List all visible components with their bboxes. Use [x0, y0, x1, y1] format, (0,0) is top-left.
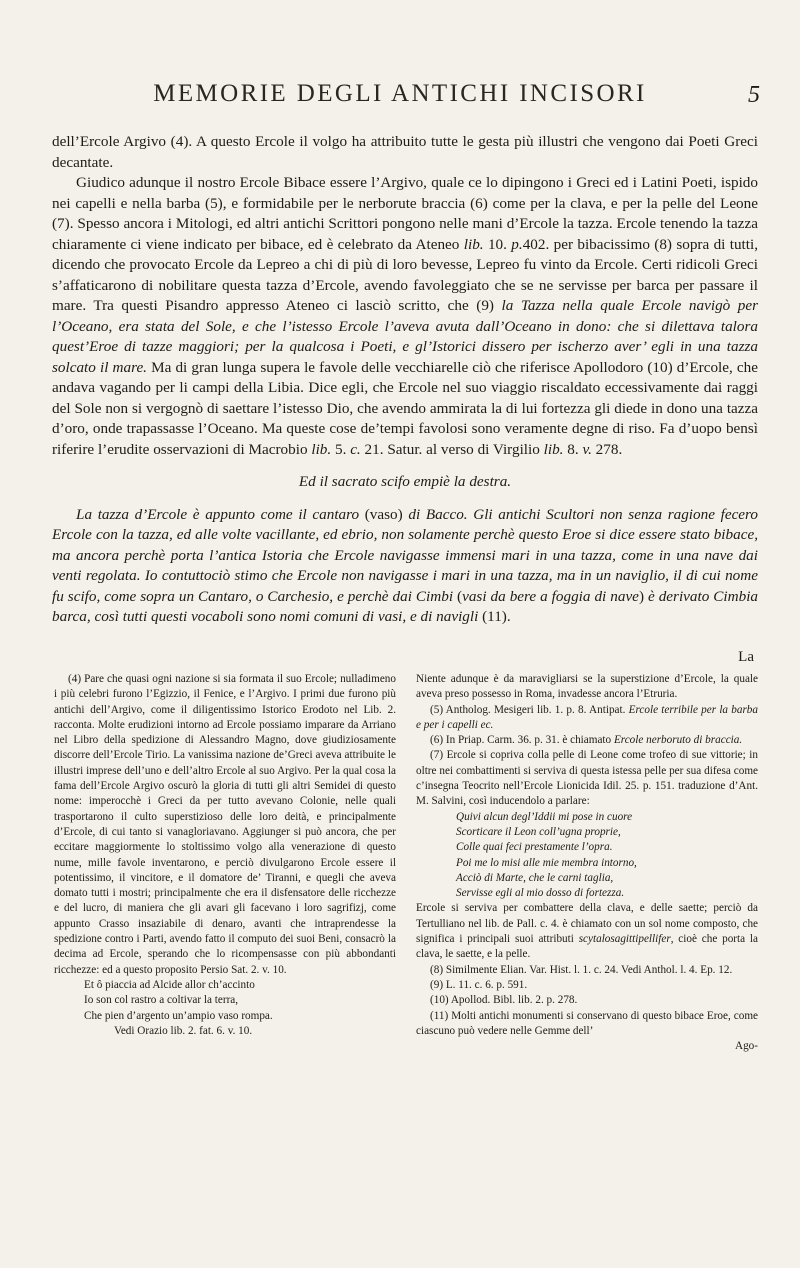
p2-quote: la Tazza nella quale Ercole navigò per l’Oceano, era stata del Sole, e che l’istesso Ercole l’aveva avuta dall’Oceano in dono: che si dilettava talora quest’Eroe di tazze maggiori; per la qualcosa i Poeti, e gl’Istorici dissero per ischerzo aver’ egli in una tazza solcato il mare.: [52, 297, 759, 376]
footnotes: [54, 672, 758, 1054]
fn7-cont-end: , cioè che porta la clava, le saette, e la pelle.: [416, 933, 759, 961]
p3-text-e: vasi da bere a foggia di nave: [462, 587, 639, 605]
fn7-cont-term: scytalosagittipellifer: [578, 933, 671, 946]
page-number: 5: [748, 82, 760, 108]
footnote-8: (8) Similmente Elian. Var. Hist. l. 1. c. 24. Vedi Anthol. l. 4. Ep. 12.: [430, 963, 733, 976]
p3-text-h: (11).: [482, 608, 511, 625]
footnote-6: [416, 733, 758, 748]
p2-text-c: 402. per bibacissimo (8) sopra di tutti, dicendo che provocato Ercole da Lepreo a chi di più di loro bevesse, Lepreo fu vinto da Ercole. Certi ridicoli Greci s’affaticarono di nobilitare questa tazza d’Ercole, avendo favoleggiato che se ne servisse per barca per passare il mare. Tra questi Pisandro appresso Ateneo ci lasciò scritto, che (9): [52, 235, 759, 314]
fn6-text: (6) In Priap. Carm. 36. p. 31. è chiamato: [430, 734, 612, 747]
footnote-10: (10) Apollod. Bibl. lib. 2. p. 278.: [430, 994, 578, 1007]
p2-ref-lib-2: lib.: [311, 440, 332, 458]
p2-ref-v: v.: [582, 440, 592, 458]
p3-text-c: di Bacco. Gli antichi Scultori non senza ragione fecero Ercole con la tazza, ed alle volte vacillante, ed ebrio, non solamente perchè questo Eroe si dice essere stato bibace, ma ancora perchè porta l’antica Istoria che Ercole navigasse immensi mari in una tazza, come in una nave dai venti regolata. Io contuttociò stimo che Ercole non navigasse i mari in una tazza, ma in un naviglio, il di cui nome fu scifo, come sopra un Cantaro, o Carchesio, e perchè dai Cimbi: [52, 505, 758, 605]
footnotes-left-column: [54, 672, 396, 1054]
main-text: [52, 132, 758, 628]
p2-text-f: 21. Satur. al verso di Virgilio: [364, 440, 540, 458]
poem-line: Quivi alcun degl’Iddii mi pose in cuore: [456, 810, 633, 823]
fn6-quote: Ercole nerboruto di braccia.: [613, 734, 743, 747]
paragraph-1: [52, 132, 758, 173]
p2-text-b: 10.: [487, 235, 507, 253]
running-head: MEMORIE DEGLI ANTICHI INCISORI: [153, 80, 647, 107]
p2-ref-lib-3: lib.: [543, 440, 564, 458]
p3-text-a: La tazza d’Ercole è appunto come il cantaro: [76, 505, 360, 523]
footnote-7-continued: [416, 901, 758, 962]
paragraph-3: [52, 505, 758, 628]
p2-ref-c: c.: [350, 440, 361, 458]
poem-line: Colle quai feci prestamente l’opra.: [456, 841, 613, 854]
poem-reference: Vedi Orazio lib. 2. fat. 6. v. 10.: [114, 1024, 253, 1037]
poem-line: Io son col rastro a coltivar la terra,: [84, 994, 239, 1007]
p2-text-e: 5.: [335, 440, 347, 458]
poem-line: Scorticare il Leon coll’ugna proprie,: [456, 825, 621, 838]
p3-paren-close: ): [638, 587, 644, 605]
p2-text-d: Ma di gran lunga supera le favole delle vecchiarelle ciò che riferisce Apollodoro (10) d’Ercole, che andava vagando per li campi della Libia. Dice egli, che Ercole nel suo viaggio riscaldato eccessivamente dai raggi del Sole non si vergognò di saettare l’istesso Dio, che avendo ammirata la di lui fortezza gli diede in dono una tazza d’oro, onde trapassasse l’Oceano. Ma queste cose de’tempi favolosi sono veramente degne di riso. Fa d’uopo bensì riferire l’erudite osservazioni di Macrobio: [52, 358, 759, 458]
poem-line: Poi me lo misi alle mie membra intorno,: [456, 856, 637, 869]
fn7-cont-text: Ercole si serviva per combattere della clava, e delle saette; perciò da Tertulliano nel lib. de Pall. c. 4. è chiamato con un sol nome composto, che significa i principali suoi attributi: [416, 902, 758, 946]
fn5-quote: Ercole terribile per la barba e per i capelli ec.: [416, 703, 758, 731]
p2-text-g: 8.: [567, 440, 579, 458]
p2-text-h: 278.: [595, 440, 623, 458]
p2-ref-p: p.: [511, 235, 523, 253]
catchword: La: [738, 649, 754, 665]
poem-line: Acciò di Marte, che le carni taglia,: [456, 871, 614, 884]
footnote-7: (7) Ercole si copriva colla pelle di Leone come trofeo di sue vittorie; in oltre nei combattimenti si serviva di questa istessa pelle per sua difesa come c’insegna Teocrito nell’Ercole Lionicida Idil. 25. p. 151. traduzione d’Ant. M. Salvini, così inducendolo a parlare:: [416, 749, 758, 808]
poem-line: Et ô piaccia ad Alcide allor ch’accinto: [84, 978, 255, 991]
p3-paren-open: (: [457, 587, 463, 605]
p2-text-a: Giudico adunque il nostro Ercole Bibace essere l’Argivo, quale ce lo dipingono i Greci ed i Latini Poeti, ispido nei capelli e nella barba (5), e formidabile per le nerborute braccia (6) come per la clava, e per la pelle del Leone (7). Spesso ancora i Mitologi, ed altri antichi Scrittori pongono nelle mani d’Ercole la tazza. Ercole tenendo la tazza chiaramente ci viene indicato per bibace, ed è celebrato da Ateneo: [52, 174, 758, 253]
footnotes-right-column: [416, 672, 758, 1054]
p2-ref-lib: lib.: [463, 235, 484, 253]
poem-line: Che pien d’argento un’ampio vaso rompa.: [84, 1009, 273, 1022]
page-header: [40, 80, 760, 114]
footnote-5: [416, 703, 758, 734]
paragraph-1-text: dell’Ercole Argivo (4). A questo Ercole il volgo ha attribuito tutte le gesta più illustri che vengono dai Poeti Greci decantate.: [52, 133, 758, 171]
fn5-text: (5) Antholog. Mesigeri lib. 1. p. 8. Antipat.: [430, 703, 626, 716]
p3-text-b: (vaso): [364, 505, 403, 523]
footnote-11: (11) Molti antichi monumenti si conservano di questo bibace Eroe, come ciascuno può vedere nelle Gemme dell’: [416, 1009, 758, 1037]
p3-text-g: è derivato Cimbia barca, così tutti questi vocaboli sono nomi comuni di vasi, e di navigli: [52, 587, 759, 625]
footnote-4: (4) Pare che quasi ogni nazione si sia formata il suo Ercole; nulladimeno i più celebri furono l’Egizzio, il Fenice, e l’Argivo. I primi due furono più antichi dell’Argivo, come il diligentissimo Istorico Erodoto nel Lib. 2. racconta. Molte erudizioni intorno ad Ercole possiamo imparare da Arriano nel Libro della spedizione di Alessandro Magno, dove giudiziosamente discorre dell’Ercole Tirio. La vanissima nazione de’Greci aveva attribuite le illustri imprese dell’uno e dell’altro Ercole al suo Argivo. Per la qual cosa la fama dell’Ercole Argivo oscurò la gloria di tutti gli altri Semidei di questo nome: imperocchè i Greci da per tutto avevano Colonie, nelle quali trasportarono il culto superstizioso delle loro deità, e principalmente d’Ercole, di cui tanto si vanagloriavano. Aggiunger si può ancora, che per eccitare maggiormente lo stoltissimo volgo alla venerazione di questo nume, mille favole inventarono, e perciò divulgarono Ercole essere il potentissimo, il vincitore, e il domatore de’ Tiranni, e quegli che aveva domato tutti i mostri; principalmente che era il disfensatore delle ricchezze e del lucro, di maniera che gli avari gli facevano i loro sagrifizj, come appunto Crasso insaziabile di denaro, avanti che intraprendesse la spedizione contro i Parti, avendo fatto il computo dei suoi Beni, consacrò la decima ad Ercole, sperando che lo ricompensasse con più abbondanti ricchezze: ed a questo proposito Persio Sat. 2. v. 10.: [54, 673, 396, 976]
paragraph-2: [52, 173, 758, 460]
verse-quote: Ed il sacrato scifo empiè la destra.: [298, 473, 512, 490]
catchword-notes: Ago-: [735, 1040, 758, 1053]
poem-line: Servisse egli al mio dosso di fortezza.: [456, 887, 625, 900]
footnote-4-continued: Niente adunque è da maravigliarsi se la superstizione d’Ercole, la quale aveva preso possesso in Roma, invadesse ancora l’Etruria.: [416, 673, 758, 701]
footnote-9: (9) L. 11. c. 6. p. 591.: [430, 978, 528, 991]
